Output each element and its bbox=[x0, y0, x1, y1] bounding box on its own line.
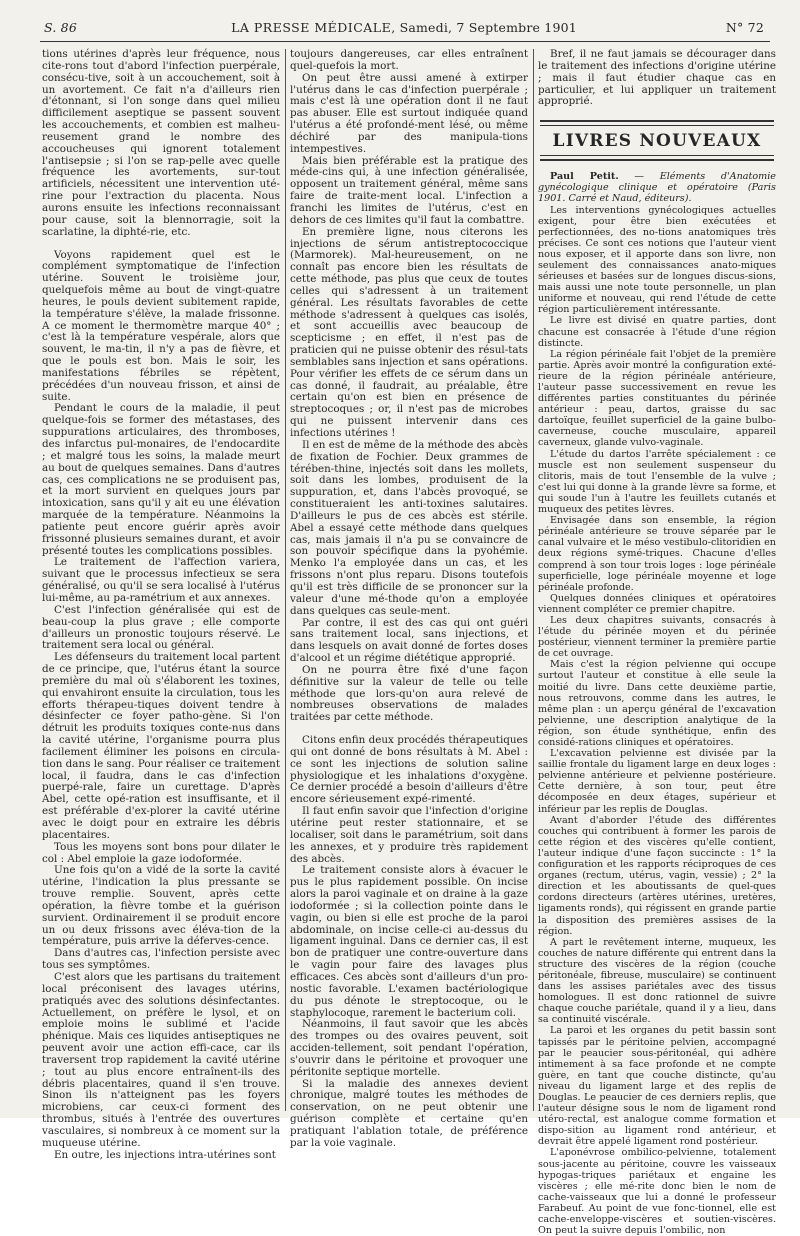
paragraph: La paroi et les organes du petit bassin sont tapissés par le péritoine pelvien, accompagné par le peaucier sous-péritonéal, qui adhère intimement à sa face profonde et ne compte guère, en tant que couche distincte, qu'au niveau du ligament large et des replis de Douglas. Le peaucier de ces derniers replis, que l'auteur désigne sous le nom de ligament rond utéro-rectal, est analogue comme formation et dispo-sition au ligament rond antérieur, et devrait être appelé ligament rond postérieur. bbox=[538, 1025, 776, 1148]
paragraph: L'excavation pelvienne est divisée par la saillie frontale du ligament large en deux loges : pelvienne antérieure et pelvienne postérieure. Cette dernière, à son tour, peut être décomposée en deux étages, supérieur et inférieur par les replis de Douglas. bbox=[538, 748, 776, 815]
paragraph: Les défenseurs du traitement local partent de ce principe, que, l'utérus étant la source première du mal où s'élaborent les toxines, qui envahiront ensuite la circulation, tous les efforts thérapeu-tiques doivent tendre à désinfecter ce foyer patho-gène. Si l'on détruit les produits toxiques conte-nus dans la cavité utérine, l'organisme pourra plus facilement éliminer les poisons en circula-tion dans le sang. Pour réaliser ce traitement local, il faudra, dans le cas d'infection puerpé-rale, faire un curettage. D'après Abel, cette opé-ration est insuffisante, et il est préférable d'ex-plorer la cavité utérine avec le doigt pour en extraire les débris placentaires. bbox=[42, 651, 280, 841]
issue-number: N° 72 bbox=[725, 20, 764, 35]
paragraph: Il faut enfin savoir que l'infection d'origine utérine peut rester stationnaire, et se localiser, soit dans le paramétrium, soit dans les annexes, et y produire très rapidement des abcès. bbox=[290, 805, 528, 865]
paragraph: C'est l'infection généralisée qui est de beau-coup la plus grave ; elle comporte d'ailleurs un pronostic toujours réservé. Le traitement sera local ou général. bbox=[42, 603, 280, 652]
review-author: Paul Petit. bbox=[550, 171, 619, 183]
masthead bbox=[40, 20, 768, 36]
column-divider bbox=[285, 49, 286, 1111]
paragraph: Si la maladie des annexes devient chronique, malgré toutes les méthodes de conservation, on ne peut obtenir une guérison complète et certaine qu'en pratiquant l'ablation totale, de préférence par la voie vaginale. bbox=[290, 1077, 528, 1149]
journal-title: LA PRESSE MÉDICALE bbox=[231, 20, 392, 35]
column-divider bbox=[533, 49, 534, 1111]
page-header bbox=[40, 20, 768, 40]
paragraph: Le traitement de l'affection variera, suivant que le processus infectieux se sera généralisé, ou qu'il se sera localisé à l'utérus lui-même, au pa-ramétrium et aux annexes. bbox=[42, 556, 280, 604]
paragraph: En première ligne, nous citerons les injections de sérum antistreptococcique (Marmorek). Mal-heureusement, on ne connaît pas encore bien les résultats de cette méthode, pas plus que ceux de toutes celles qui s'adressent à un traitement général. Les résultats favorables de cette méthode s'adressent à quelques cas isolés, et sont accueillis avec beaucoup de scepticisme ; en effet, il n'est pas de praticien qui ne puisse obtenir des résul-tats semblables sans injection et sans opérations. Pour vérifier les effets de ce sérum dans un cas donné, il faudrait, au préalable, être certain qu'on est bien en présence de streptocoques ; or, il n'est pas de microbes qui ne puissent intervenir dans ces infections utérines ! bbox=[290, 225, 528, 439]
text-column-3 bbox=[538, 48, 776, 1236]
paragraph: La région périnéale fait l'objet de la première partie. Après avoir montré la configuration exté-rieure de la région périnéale antérieure, l'auteur passe successivement en revue les différentes parties constituantes du périnée antérieur : peau, dartos, graisse du sac dartoïque, feuillet superficiel de la gaine bulbo-caverneuse, couche musculaire, appareil caverneux, glande vulvo-vaginale. bbox=[538, 348, 776, 449]
paragraph: Les deux chapitres suivants, consacrés à l'étude du périnée moyen et du périnée postérieur, viennent terminer la première partie de cet ouvrage. bbox=[538, 614, 776, 660]
book-review bbox=[538, 171, 776, 1236]
paragraph: Il en est de même de la méthode des abcès de fixation de Fochier. Deux grammes de térében-thine, injectés soit dans les mollets, soit dans les lombes, produisent de la suppuration, et, dans l'abcès provoqué, se constitueraient les anti-toxines salutaires. D'ailleurs le pus de ces abcès est stérile. Abel a essayé cette méthode dans quelques cas, mais jamais il n'a pu se convaincre de son pouvoir spécifique dans la pyohémie. Menko l'a employée dans un cas, et les frissons n'ont plus reparu. Disons toutefois qu'il est très difficile de se prononcer sur la valeur d'une mé-thode qu'on a employée dans quelques cas seule-ment. bbox=[290, 438, 528, 617]
paragraph: On peut être aussi amené à extirper l'utérus dans le cas d'infection puerpérale ; mais c'est là une opération dont il ne faut pas abuser. Elle est surtout indiquée quand l'utérus a été profondé-ment lésé, ou même déchiré par des manipula-tions intempestives. bbox=[290, 71, 528, 155]
paragraph: Mais c'est la région pelvienne qui occupe surtout l'auteur et constitue à elle seule la moitié du livre. Dans cette deuxième partie, nous retrouvons, comme dans les autres, le même plan : un aperçu général de l'excavation pelvienne, une description analytique de la région, son étude synthétique, enfin des considé-rations cliniques et opératoires. bbox=[538, 659, 776, 748]
section-heading-box bbox=[540, 120, 774, 161]
paragraph: Une fois qu'on a vidé de la sorte la cavité utérine, l'indication la plus pressante se trouve remplie. Souvent, après cette opération, la fièvre tombe et la guérison survient. Ordinairement il se produit encore un ou deux frissons avec éléva-tion de la température, puis arrive la déferves-cence. bbox=[42, 864, 280, 948]
section-title: LIVRES NOUVEAUX bbox=[540, 125, 774, 156]
paragraph: Quelques données cliniques et opératoires viennent compléter ce premier chapitre. bbox=[538, 592, 776, 615]
paragraph: En outre, les injections intra-utérines sont bbox=[54, 1148, 276, 1161]
paragraph: toujours dangereuses, car elles entraînent quel-quefois la mort. bbox=[290, 48, 528, 72]
paragraph: Tous les moyens sont bons pour dilater le col : Abel emploie la gaze iodoformée. bbox=[42, 840, 280, 865]
paragraph: Envisagée dans son ensemble, la région périnéale antérieure se trouve séparée par le canal vulvaire et le méso vestibulo-clitoridien en deux régions symé-triques. Chacune d'elles comprend à son tour trois loges : loge périnéale superficielle, loge périnéale moyenne et loge périnéale profonde. bbox=[538, 515, 776, 593]
paragraph: Les interventions gynécologiques actuelles exigent, pour être bien exécutées et perfectionnées, des no-tions anatomiques très précises. Ce sont ces notions que l'auteur vient nous exposer, et il apporte dans son livre, non seulement des connaissances anato-miques sérieuses et basées sur de longues discus-sions, mais aussi une note toute personnelle, un plan uniforme et nouveau, qui rend l'étude de cette région particulièrement intéressante. bbox=[538, 204, 776, 316]
issue-date: , Samedi, 7 Septembre 1901 bbox=[391, 20, 577, 35]
paragraph: C'est alors que les partisans du traitement local préconisent des lavages utérins, pratiqués avec des solutions désinfectantes. Actuellement, on préfère le lysol, et on emploie moins le sublimé et l'acide phénique. Mais ces liquides antiseptiques ne peuvent avoir une action effi-cace, car ils traversent trop rapidement la cavité utérine ; tout au plus encore entraînent-ils des débris placentaires, quand il s'en trouve. Sinon ils n'atteignent pas les foyers microbiens, car ceux-ci forment des thrombus, situés à l'entrée des ouvertures vasculaires, si nombreux à ce moment sur la muqueuse utérine. bbox=[42, 970, 280, 1149]
paragraph: Avant d'aborder l'étude des différentes couches qui contribuent à former les parois de cette région et des viscères qu'elle contient, l'auteur indique d'une façon succincte : 1° la configuration et les rapports réciproques de ces organes (rectum, utérus, vagin, vessie) ; 2° la direction et les aboutissants de quel-ques cordons directeurs (artères utérines, uretères, ligaments ronds), qui régissent en grande partie la disposition des premières assises de la région. bbox=[538, 814, 776, 937]
paragraph: Néanmoins, il faut savoir que les abcès des trompes ou des ovaires peuvent, soit acciden-tellement, soit pendant l'opération, s'ouvrir dans le péritoine et provoquer une péritonite septique mortelle. bbox=[290, 1018, 528, 1078]
review-citation bbox=[538, 171, 776, 204]
paragraph: Le traitement consiste alors à évacuer le pus le plus rapidement possible. On incise alors la paroi vaginale et on draine à la gaze iodoformée ; si la collection pointe dans le vagin, ou bien si elle est proche de la paroi abdominale, on incise celle-ci au-dessus du ligament inguinal. Dans ce dernier cas, il est bon de pratiquer une contre-ouverture dans le vagin pour faire des lavages plus efficaces. Ces abcès sont d'ailleurs d'un pro-nostic favorable. L'examen bactériologique du pus dénote le streptocoque, ou le staphylocoque, rarement le bacterium coli. bbox=[290, 864, 528, 1019]
paragraph: Citons enfin deux procédés thérapeutiques qui ont donné de bons résultats à M. Abel : ce sont les injections de solution saline physiologique et les inhalations d'oxygène. Ce dernier procédé a besoin d'ailleurs d'être encore sérieusement expé-rimenté. bbox=[290, 734, 528, 806]
paragraph: L'étude du dartos l'arrête spécialement : ce muscle est non seulement suspenseur du clitoris, mais de tout l'ensemble de la vulve ; c'est lui qui donne à la grande lèvre sa forme, et qui soude l'un à l'autre les feuillets cutanés et muqueux des petites lèvres. bbox=[538, 448, 776, 516]
paragraph: tions utérines d'après leur fréquence, nous cite-rons tout d'abord l'infection puerpérale, consécu-tive, soit à un accouchement, soit à un avortement. Ce fait n'a d'ailleurs rien d'étonnant, si l'on songe dans quel milieu difficilement aseptique se passent souvent les accouchements, et combien est malheu-reusement grand le nombre des accoucheuses qui ignorent totalement l'antisepsie ; si l'on se rap-pelle avec quelle fréquence les avortements, sur-tout artificiels, nécessitent une intervention uté-rine pour l'extraction du placenta. Nous aurons ensuite les infections reconnaissant pour cause, soit la blennorragie, soit la scarlatine, la diphté-rie, etc. bbox=[42, 48, 280, 238]
book-reference: — Eléments d'Anatomie gynécologique clinique et opératoire (Paris 1901. Carré et Naud, éditeurs). bbox=[538, 171, 776, 205]
text-column-2 bbox=[290, 48, 528, 1149]
paragraph: Bref, il ne faut jamais se décourager dans le traitement des infections d'origine utérine ; mais il faut étudier chaque cas en particulier, et lui appliquer un traitement approprié. bbox=[538, 48, 776, 108]
paragraph: L'aponévrose ombilico-pelvienne, totalement sous-jacente au péritoine, couvre les vaisseaux hypogas-triques pariétaux et engaine les viscères ; elle mé-rite donc bien le nom de cache-vaisseaux que lui a donné le professeur Farabeuf. Au point de vue fonc-tionnel, elle est cache-enveloppe-viscères et soutien-viscères. On peut la suivre depuis l'ombilic, non bbox=[538, 1147, 776, 1236]
paragraph: On ne pourra être fixé d'une façon définitive sur la valeur de telle ou telle méthode que lors-qu'on aura relevé de nombreuses observations de malades traitées par cette méthode. bbox=[290, 663, 528, 724]
paragraph: Dans d'autres cas, l'infection persiste avec tous ses symptômes. bbox=[42, 947, 280, 972]
text-column-1 bbox=[42, 48, 280, 1161]
paragraph: Voyons rapidement quel est le complément symptomatique de l'infection utérine. Souvent le troisième jour, quelquefois même au bout de vingt-quatre heures, le pouls devient subitement rapide, la température s'élève, la malade frissonne. A ce moment le thermomètre marque 40° ; c'est là la température vespérale, alors que souvent, le ma-tin, il n'y a pas de fièvre, et que le pouls est bon. Mais le soir, les manifestations fébriles se répètent, précédées d'un nouveau frisson, et ainsi de suite. bbox=[42, 248, 280, 403]
header-rule bbox=[40, 41, 770, 42]
page-folio: S. 86 bbox=[44, 20, 77, 35]
paragraph: Le livre est divisé en quatre parties, dont chacune est consacrée à l'étude d'une région distincte. bbox=[538, 315, 776, 349]
paragraph: A part le revêtement interne, muqueux, les couches de nature différente qui entrent dans la structure des viscères de la région (couche péritonéale, fibreuse, musculaire) se continuent dans les assises pariétales avec des tissus homologues. Il est donc rationnel de suivre chaque couche pariétale, quand il y a lieu, dans sa continuité viscérale. bbox=[538, 936, 776, 1026]
paragraph: Par contre, il est des cas qui ont guéri sans traitement local, sans injections, et dans lesquels on avait donné de fortes doses d'alcool et un régime diététique approprié. bbox=[290, 616, 528, 665]
paragraph: Mais bien préférable est la pratique des méde-cins qui, à une infection généralisée, opposent un traitement général, même sans faire de traite-ment local. L'infection a franchi les limites de l'utérus, c'est en dehors de ces limites qu'il faut la combattre. bbox=[290, 154, 528, 226]
paragraph: Pendant le cours de la maladie, il peut quelque-fois se former des métastases, des suppurations articulaires, des thromboses, des infarctus pul-monaires, de l'endocardite ; et malgré tous les soins, la malade meurt au bout de quelques semaines. Dans d'autres cas, ces complications ne se produisent pas, et la mort survient en quelques jours par intoxication, sans qu'il y ait eu une élévation marquée de la température. Néanmoins la patiente peut encore guérir après avoir frissonné plusieurs semaines durant, et avoir présenté toutes les complications possibles. bbox=[42, 402, 280, 557]
